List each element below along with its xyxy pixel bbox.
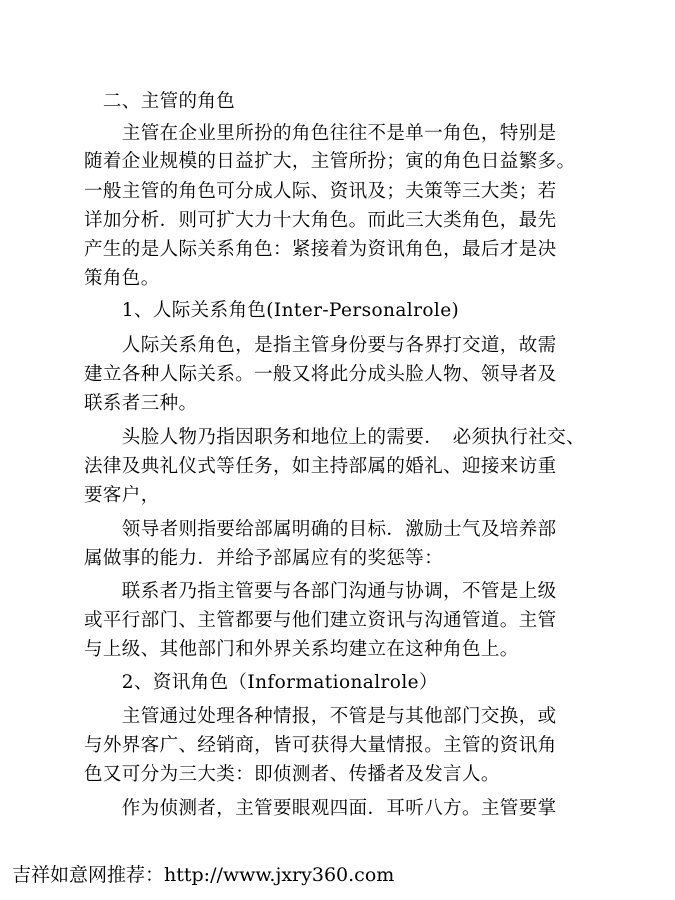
subsection-heading: 2、资讯角色（Informationalrole） [84, 672, 438, 693]
paragraph-line: 产生的是人际关系角色：紧接着为资讯角色，最后才是决 [84, 239, 557, 260]
paragraph-line: 主管在企业里所扮的角色往往不是单一角色，特别是 [84, 123, 557, 144]
paragraph-line: 与上级、其他部门和外界关系均建立在这种角色上。 [84, 639, 519, 660]
paragraph-line: 领导者则指要给部属明确的目标．激励士气及培养部 [84, 519, 557, 540]
footer-recommendation: 吉祥如意网推荐：http://www.jxry360.com [12, 864, 395, 886]
paragraph-line: 详加分析．则可扩大力十大角色。而此三大类角色，最先 [84, 210, 557, 231]
paragraph-line: 一般主管的角色可分成人际、资讯及；夫策等三大类；若 [84, 181, 557, 202]
paragraph-line: 建立各种人际关系。一般又将此分成头脸人物、领导者及 [84, 364, 557, 385]
paragraph-line: 与外界客广、经销商，皆可获得大量情报。主管的资讯角 [84, 735, 557, 756]
paragraph-line: 联系者三种。 [84, 393, 198, 414]
paragraph-line: 主管通过处理各种情报，不管是与其他部门交换，或 [84, 706, 557, 727]
subsection-heading: 1、人际关系角色(Inter-Personalrole) [84, 300, 460, 321]
paragraph-line: 法律及典礼仪式等任务，如主持部属的婚礼、迎接来访重 [84, 456, 557, 477]
paragraph-line: 随着企业规模的日益扩大，主管所扮；寅的角色日益繁多。 [84, 151, 576, 172]
paragraph-line: 联系者乃指主管要与各部门沟通与协调，不管是上级 [84, 581, 557, 602]
paragraph-line: 策角色。 [84, 268, 160, 289]
paragraph-line: 人际关系角色，是指主管身份要与各界打交道，故需 [84, 335, 557, 356]
paragraph-line: 要客户， [84, 485, 160, 506]
paragraph-line: 作为侦测者，主管要眼观四面．耳听八方。主管要掌 [84, 798, 557, 819]
paragraph-line: 属做事的能力．并给予部属应有的奖惩等： [84, 548, 444, 569]
section-heading: 二、主管的角色 [84, 91, 236, 112]
paragraph-line: 头脸人物乃指因职务和地位上的需要． 必须执行社交、 [84, 427, 586, 448]
paragraph-line: 色又可分为三大类：即侦测者、传播者及发言人。 [84, 764, 500, 785]
paragraph-line: 或平行部门、主管都要与他们建立资讯与沟通管道。主管 [84, 610, 557, 631]
